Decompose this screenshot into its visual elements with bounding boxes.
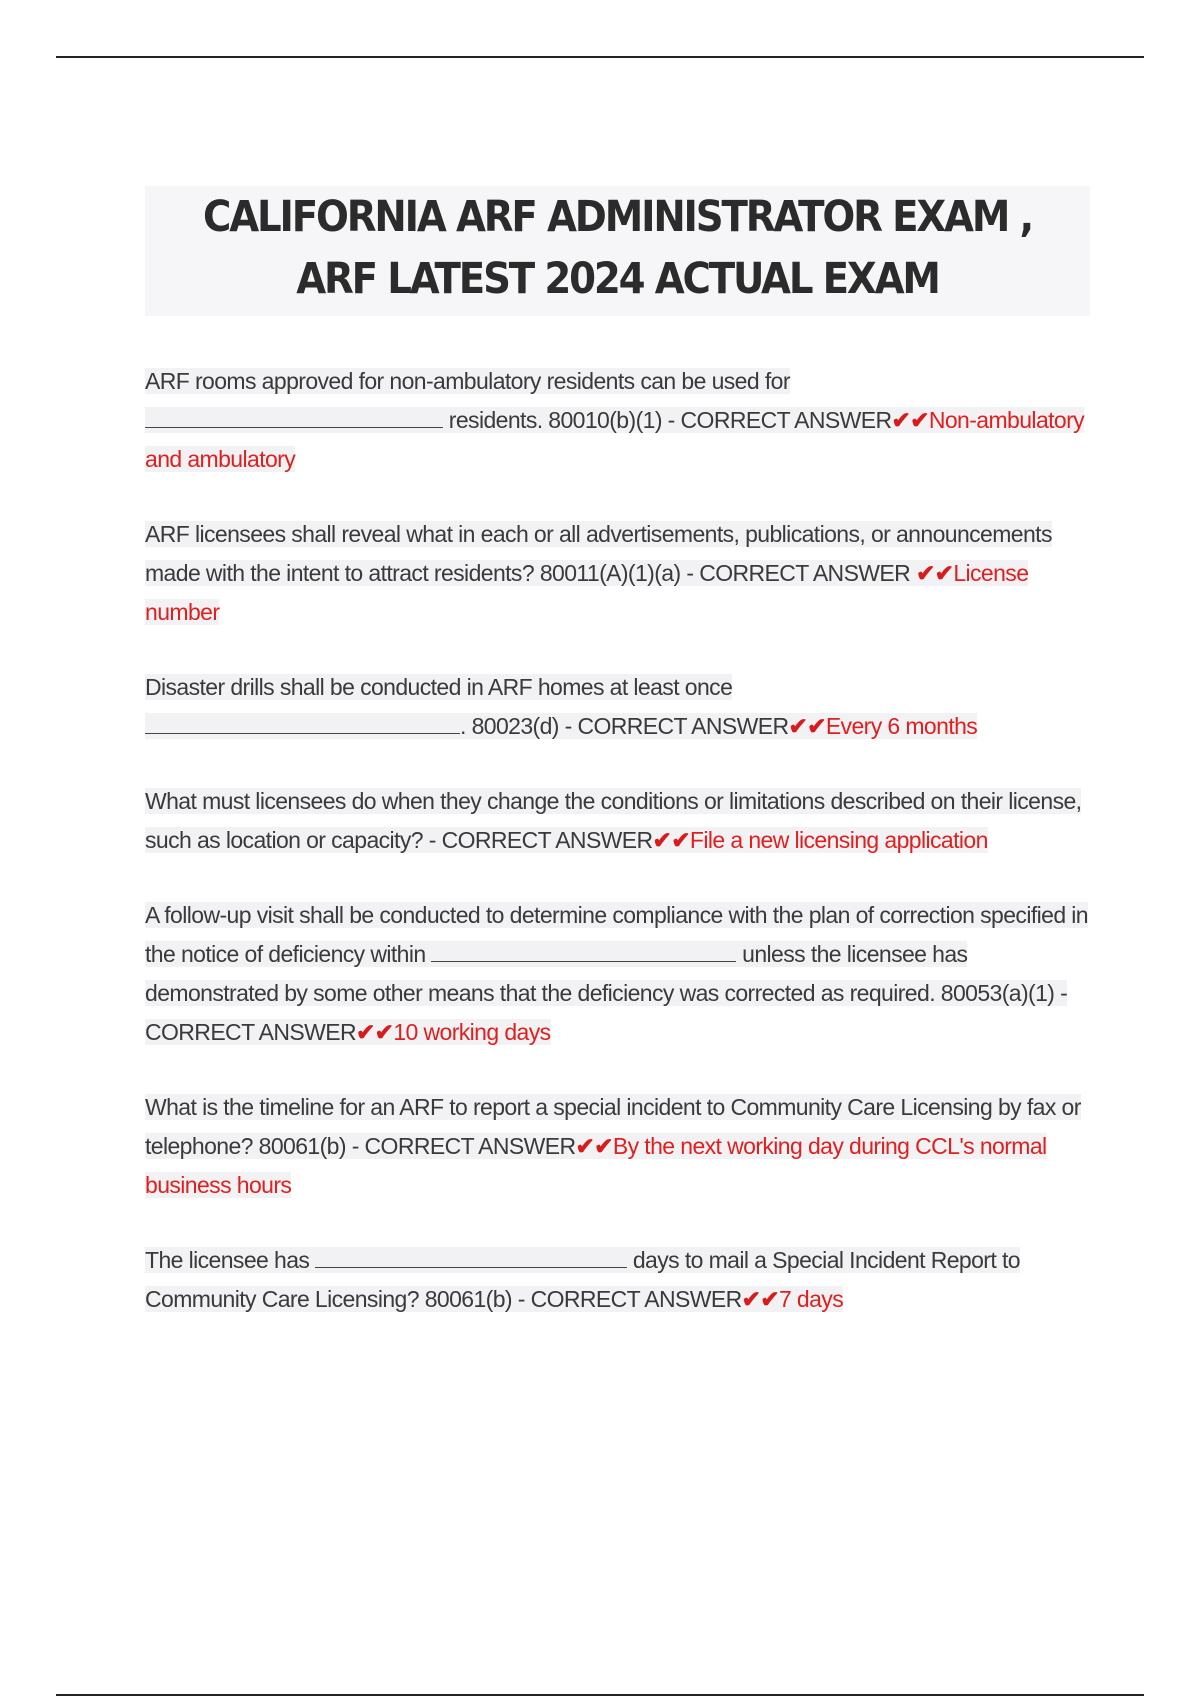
- question-text-continued: . 80023(d): [460, 713, 565, 739]
- correct-answer-marker: - CORRECT ANSWER: [351, 1133, 576, 1159]
- checkmark-icon: ✔✔: [575, 1133, 613, 1159]
- checkmark-icon: ✔✔: [915, 560, 954, 586]
- top-rule: [56, 56, 1144, 58]
- answer-text: File a new licensing application: [689, 827, 988, 853]
- answer-text: Non-ambulatory and ambulatory: [145, 407, 1085, 472]
- qa-list: [145, 362, 1090, 1355]
- bottom-rule: [56, 1694, 1144, 1696]
- question-text: A follow-up visit shall be conducted to determine compliance with the plan of correction specified in the notice of deficiency within: [145, 902, 1089, 967]
- question-text: The licensee has: [145, 1247, 316, 1273]
- checkmark-icon: ✔✔: [355, 1019, 394, 1045]
- qa-item: [145, 668, 1090, 746]
- question-text: ARF rooms approved for non-ambulatory residents can be used for: [145, 368, 790, 394]
- answer-blank: [431, 935, 736, 962]
- answer-text: By the next working day during CCL's normal business hours: [145, 1133, 1047, 1198]
- answer-blank: [315, 1241, 627, 1268]
- correct-answer-marker: - CORRECT ANSWER: [667, 407, 892, 433]
- answer-text: Every 6 months: [825, 713, 978, 739]
- answer-text: 10 working days: [393, 1019, 551, 1045]
- checkmark-icon: ✔✔: [652, 827, 690, 853]
- qa-item: [145, 515, 1090, 632]
- correct-answer-marker: - CORRECT ANSWER: [517, 1286, 742, 1312]
- question-text: What is the timeline for an ARF to report a special incident to Community Care Licensing by fax or telephone? 80061(b): [145, 1094, 1081, 1159]
- qa-item: [145, 782, 1090, 860]
- question-text-continued: unless the licensee has demonstrated by some other means that the deficiency was corrected as required. 80053(a)(1): [145, 941, 1061, 1006]
- answer-text: License number: [145, 560, 1029, 625]
- question-text: What must licensees do when they change the conditions or limitations described on their license, such as location or capacity?: [145, 788, 1082, 853]
- question-text-continued: days to mail a Special Incident Report to Community Care Licensing? 80061(b): [145, 1247, 1020, 1312]
- correct-answer-marker: - CORRECT ANSWER: [428, 827, 653, 853]
- checkmark-icon: ✔✔: [741, 1286, 779, 1312]
- document-title: CALIFORNIA ARF ADMINISTRATOR EXAM , ARF LATEST 2024 ACTUAL EXAM: [202, 192, 1033, 304]
- question-text: ARF licensees shall reveal what in each or all advertisements, publications, or announcements made with the intent to attract residents? 80011(A)(1)(a): [145, 521, 1052, 586]
- correct-answer-marker: - CORRECT ANSWER: [564, 713, 789, 739]
- answer-blank: [145, 707, 460, 734]
- checkmark-icon: ✔✔: [891, 407, 929, 433]
- correct-answer-marker: - CORRECT ANSWER: [145, 980, 1068, 1045]
- question-text-continued: residents. 80010(b)(1): [443, 407, 668, 433]
- answer-blank: [145, 401, 443, 428]
- title-block: [145, 186, 1090, 316]
- qa-item: [145, 1088, 1090, 1205]
- correct-answer-marker: - CORRECT ANSWER: [686, 560, 911, 586]
- qa-item: [145, 362, 1090, 479]
- question-text: Disaster drills shall be conducted in ARF homes at least once: [145, 674, 733, 700]
- qa-item: [145, 896, 1090, 1052]
- document-body: [145, 186, 1090, 1355]
- qa-item: [145, 1241, 1090, 1319]
- answer-text: 7 days: [778, 1286, 844, 1312]
- checkmark-icon: ✔✔: [788, 713, 826, 739]
